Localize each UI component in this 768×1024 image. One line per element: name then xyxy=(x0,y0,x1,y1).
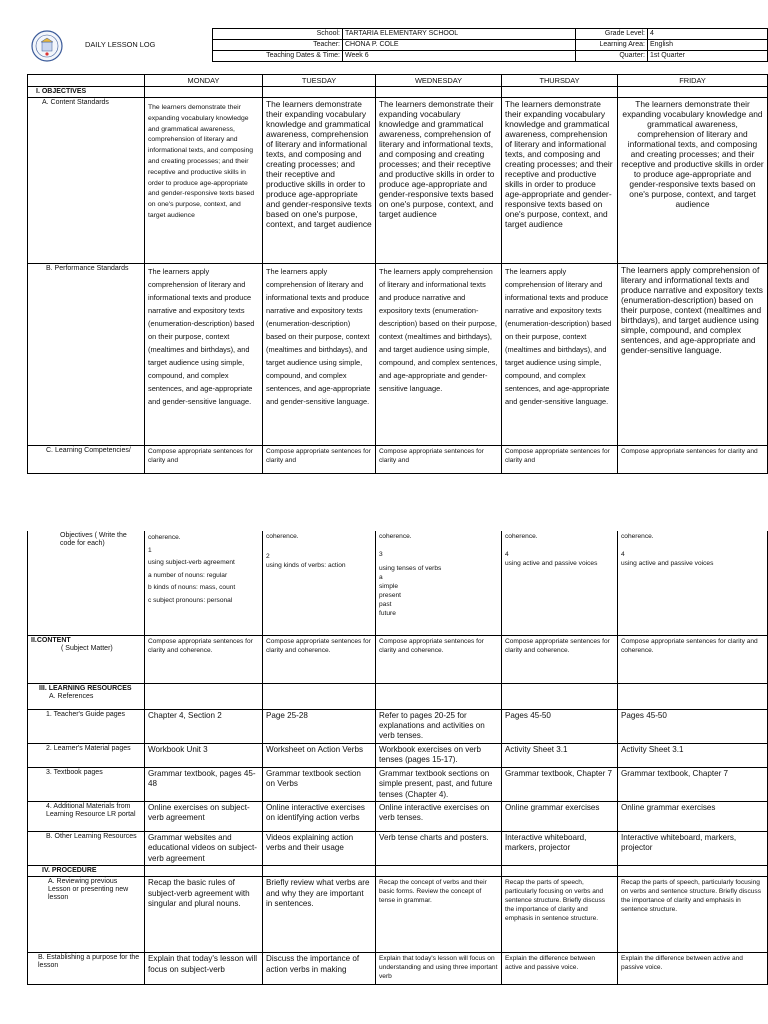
lm-tuesday: Worksheet on Action Verbs xyxy=(263,743,376,767)
tg-monday: Chapter 4, Section 2 xyxy=(145,709,263,743)
objectives-code-label: Objectives ( Write the code for each) xyxy=(28,531,145,635)
area-value: English xyxy=(648,40,768,51)
cont-line: coherence. xyxy=(621,533,654,540)
tb-monday: Grammar textbook, pages 45-48 xyxy=(145,767,263,801)
cont-line: 1 xyxy=(148,546,152,554)
day-wednesday: WEDNESDAY xyxy=(376,75,502,87)
content-standards-label: A. Content Standards xyxy=(28,98,145,264)
content-standards-wednesday: The learners demonstrate their expanding vocabulary knowledge and grammatical awareness, comprehension of literary and informational texts, and composing and creating processes; and their receptive and productive skills in order to produce age-appropriate and gender-responsive texts based on one's purpose, context, and target audience xyxy=(376,98,502,264)
rv-tuesday: Briefly review what verbs are and why they are important in sentences. xyxy=(263,877,376,953)
lesson-table-page-2 xyxy=(27,531,768,985)
lm-friday: Activity Sheet 3.1 xyxy=(618,743,768,767)
rv-friday: Recap the parts of speech, particularly focusing on verbs and sentence structure. Briefly discuss the importance of clarity and emphasis in sentence structure. xyxy=(618,877,768,953)
content-row xyxy=(28,635,768,683)
textbook-row xyxy=(28,767,768,801)
cont-line: coherence. xyxy=(266,533,299,540)
day-header-row xyxy=(28,75,768,87)
cont-line: present xyxy=(379,592,401,599)
competency-cont-wednesday xyxy=(376,531,502,635)
lm-monday: Workbook Unit 3 xyxy=(145,743,263,767)
pp-monday: Explain that today's lesson will focus on subject-verb xyxy=(145,953,263,985)
content-label xyxy=(28,635,145,683)
cont-line: using active and passive voices xyxy=(621,560,714,567)
procedure-heading: IV. PROCEDURE xyxy=(28,866,145,877)
am-tuesday: Online interactive exercises on identifying action verbs xyxy=(263,801,376,831)
log-title: DAILY LESSON LOG xyxy=(85,40,156,49)
competency-thursday: Compose appropriate sentences for clarity and xyxy=(502,446,618,474)
procedure-row xyxy=(28,866,768,877)
content-heading: II.CONTENT xyxy=(31,636,71,644)
cont-line: using tenses of verbs xyxy=(379,565,442,572)
or-thursday: Interactive whiteboard, markers, projector xyxy=(502,831,618,865)
competency-continued-row xyxy=(28,531,768,635)
reviewing-row xyxy=(28,877,768,953)
cont-line: 4 xyxy=(621,551,625,558)
dates-label: Teaching Dates & Time: xyxy=(213,51,343,62)
learners-material-label: 2. Learner's Material pages xyxy=(28,743,145,767)
cont-line: 2 xyxy=(266,553,270,560)
quarter-label: Quarter: xyxy=(576,51,648,62)
textbook-label: 3. Textbook pages xyxy=(28,767,145,801)
lesson-table-page-1 xyxy=(27,74,768,474)
lm-thursday: Activity Sheet 3.1 xyxy=(502,743,618,767)
day-thursday: THURSDAY xyxy=(502,75,618,87)
cont-line: a number of nouns: regular xyxy=(148,571,228,579)
performance-standards-thursday: The learners apply comprehension of literary and informational texts and produce narrative and expository texts (enumeration-description) based on their purpose, context (mealtimes and birthdays), and target audience using simple, compound, and complex sentences, and age-appropriate and gender-sensitive language. xyxy=(502,264,618,446)
header-info-table xyxy=(212,28,768,62)
additional-materials-row xyxy=(28,801,768,831)
school-value: TARTARIA ELEMENTARY SCHOOL xyxy=(343,29,576,40)
cont-line: b kinds of nouns: mass, count xyxy=(148,584,236,591)
am-wednesday: Online interactive exercises on verb tenses. xyxy=(376,801,502,831)
content-standards-thursday: The learners demonstrate their expanding vocabulary knowledge and grammatical awareness, comprehension of literary and informational texts, and composing and creating processes; and their receptive and productive skills in order to produce age-appropriate and gender-responsive texts based on one's purpose, context, and target audience xyxy=(502,98,618,264)
performance-standards-monday: The learners apply comprehension of literary and informational texts and produce narrative and expository texts (enumeration-description) based on their purpose, context (mealtimes and birthdays), and target audience using simple, compound, and complex sentences, and age-appropriate and gender-sensitive language. xyxy=(145,264,263,446)
learners-material-row xyxy=(28,743,768,767)
performance-standards-wednesday: The learners apply comprehension of literary and informational texts and produce narrative and expository texts (enumeration-description) based on their purpose, context (mealtimes and birthdays), and target audience using simple, compound, and complex sentences, and age-appropriate and gender-sensitive language. xyxy=(376,264,502,446)
quarter-value: 1st Quarter xyxy=(648,51,768,62)
learning-resources-label xyxy=(28,683,145,709)
learning-competencies-row xyxy=(28,446,768,474)
area-label: Learning Area: xyxy=(576,40,648,51)
content-standards-monday: The learners demonstrate their expanding vocabulary knowledge and grammatical awareness, comprehension of literary and informational texts, and composing and creating processes; and their receptive and productive skills in order to produce age-appropriate and gender-responsive texts based on one's purpose, context, and target audience xyxy=(145,98,263,264)
lesson-log-header xyxy=(27,28,767,64)
purpose-row xyxy=(28,953,768,985)
pp-tuesday: Discuss the importance of action verbs in making xyxy=(263,953,376,985)
cont-line: 3 xyxy=(379,551,383,558)
cont-line: a xyxy=(379,574,383,581)
tg-friday: Pages 45-50 xyxy=(618,709,768,743)
grade-label: Grade Level: xyxy=(576,29,648,40)
competency-cont-monday xyxy=(145,531,263,635)
teacher-label: Teacher: xyxy=(213,40,343,51)
cont-line: coherence. xyxy=(148,534,181,541)
competency-cont-friday xyxy=(618,531,768,635)
rv-monday: Recap the basic rules of subject-verb agreement with singular and plural nouns. xyxy=(145,877,263,953)
competency-cont-thursday xyxy=(502,531,618,635)
pp-friday: Explain the difference between active and passive voice. xyxy=(618,953,768,985)
purpose-label: B. Establishing a purpose for the lesson xyxy=(28,953,145,985)
dates-value: Week 6 xyxy=(343,51,576,62)
tb-tuesday: Grammar textbook section on Verbs xyxy=(263,767,376,801)
cont-line: using active and passive voices xyxy=(505,560,598,567)
content-standards-friday: The learners demonstrate their expanding vocabulary knowledge and grammatical awareness, comprehension of literary and informational texts, and composing and creating processes; and their receptive and productive skills in order to produce age-appropriate and gender-responsive texts based on one's purpose, context, and target audience xyxy=(618,98,768,264)
cont-line: coherence. xyxy=(505,533,538,540)
performance-standards-row xyxy=(28,264,768,446)
cont-line: 4 xyxy=(505,551,509,558)
learning-resources-row xyxy=(28,683,768,709)
other-resources-row xyxy=(28,831,768,865)
cont-line: c subject pronouns: personal xyxy=(148,596,233,604)
am-friday: Online grammar exercises xyxy=(618,801,768,831)
content-monday: Compose appropriate sentences for clarity and coherence. xyxy=(145,635,263,683)
cont-line: past xyxy=(379,601,392,608)
or-tuesday: Videos explaining action verbs and their usage xyxy=(263,831,376,865)
reviewing-label: A. Reviewing previous Lesson or presenting new lesson xyxy=(28,877,145,953)
content-thursday: Compose appropriate sentences for clarity and coherence. xyxy=(502,635,618,683)
cont-line: using subject-verb agreement xyxy=(148,559,235,566)
grade-value: 4 xyxy=(648,29,768,40)
other-resources-label: B. Other Learning Resources xyxy=(28,831,145,865)
competency-tuesday: Compose appropriate sentences for clarity and xyxy=(263,446,376,474)
or-wednesday: Verb tense charts and posters. xyxy=(376,831,502,865)
learning-resources-heading: III. LEARNING RESOURCES xyxy=(39,684,132,692)
content-friday: Compose appropriate sentences for clarity and coherence. xyxy=(618,635,768,683)
pp-thursday: Explain the difference between active and passive voice. xyxy=(502,953,618,985)
competency-wednesday: Compose appropriate sentences for clarity and xyxy=(376,446,502,474)
competency-monday: Compose appropriate sentences for clarity and xyxy=(145,446,263,474)
content-tuesday: Compose appropriate sentences for clarity and coherence. xyxy=(263,635,376,683)
am-thursday: Online grammar exercises xyxy=(502,801,618,831)
tg-thursday: Pages 45-50 xyxy=(502,709,618,743)
tg-wednesday: Refer to pages 20-25 for explanations and activities on verb tenses. xyxy=(376,709,502,743)
performance-standards-tuesday: The learners apply comprehension of literary and informational texts and produce narrative and expository texts (enumeration-description) based on their purpose, context (mealtimes and birthdays), and target audience using simple, compound, and complex sentences, and age-appropriate and gender-sensitive language. xyxy=(263,264,376,446)
pp-wednesday: Explain that today's lesson will focus on understanding and using three important verb xyxy=(376,953,502,985)
deped-seal-icon xyxy=(31,30,63,62)
day-tuesday: TUESDAY xyxy=(263,75,376,87)
competency-friday: Compose appropriate sentences for clarity and xyxy=(618,446,768,474)
tb-wednesday: Grammar textbook sections on simple present, past, and future tenses (Chapter 4). xyxy=(376,767,502,801)
tg-tuesday: Page 25-28 xyxy=(263,709,376,743)
references-label: A. References xyxy=(49,692,94,700)
day-friday: FRIDAY xyxy=(618,75,768,87)
teachers-guide-row xyxy=(28,709,768,743)
rv-thursday: Recap the parts of speech, particularly focusing on verbs and sentence structure. Briefly discuss the importance of clarity and emphasis in sentence structure. xyxy=(502,877,618,953)
lm-wednesday: Workbook exercises on verb tenses (pages 15-17). xyxy=(376,743,502,767)
or-friday: Interactive whiteboard, markers, projector xyxy=(618,831,768,865)
performance-standards-label: B. Performance Standards xyxy=(28,264,145,446)
cont-line: using kinds of verbs: action xyxy=(266,562,346,569)
cont-line: future xyxy=(379,610,396,617)
content-wednesday: Compose appropriate sentences for clarity and coherence. xyxy=(376,635,502,683)
teachers-guide-label: 1. Teacher's Guide pages xyxy=(28,709,145,743)
am-monday: Online exercises on subject-verb agreement xyxy=(145,801,263,831)
content-standards-row xyxy=(28,98,768,264)
tb-friday: Grammar textbook, Chapter 7 xyxy=(618,767,768,801)
content-standards-tuesday: The learners demonstrate their expanding vocabulary knowledge and grammatical awareness, comprehension of literary and informational texts, and composing and creating processes; and their receptive and productive skills in order to produce age-appropriate and gender-responsive texts based on one's purpose, context, and target audience xyxy=(263,98,376,264)
rv-wednesday: Recap the concept of verbs and their basic forms. Review the concept of tense in grammar. xyxy=(376,877,502,953)
performance-standards-friday: The learners apply comprehension of literary and informational texts and produce narrative and expository texts (enumeration-description) based on their purpose, context (mealtimes and birthdays), and target audience using simple, compound, and complex sentences, and age-appropriate and gender-sensitive language. xyxy=(618,264,768,446)
learning-competencies-label: C. Learning Competencies/ xyxy=(28,446,145,474)
day-monday: MONDAY xyxy=(145,75,263,87)
cont-line: simple xyxy=(379,583,399,590)
teacher-value: CHONA P. COLE xyxy=(343,40,576,51)
cont-line: coherence. xyxy=(379,533,412,540)
school-label: School: xyxy=(213,29,343,40)
objectives-heading: I. OBJECTIVES xyxy=(28,87,145,98)
or-monday: Grammar websites and educational videos on subject-verb agreement xyxy=(145,831,263,865)
tb-thursday: Grammar textbook, Chapter 7 xyxy=(502,767,618,801)
subject-matter-label: ( Subject Matter) xyxy=(61,644,113,652)
competency-cont-tuesday xyxy=(263,531,376,635)
additional-materials-label: 4. Additional Materials from Learning Resource LR portal xyxy=(28,801,145,831)
